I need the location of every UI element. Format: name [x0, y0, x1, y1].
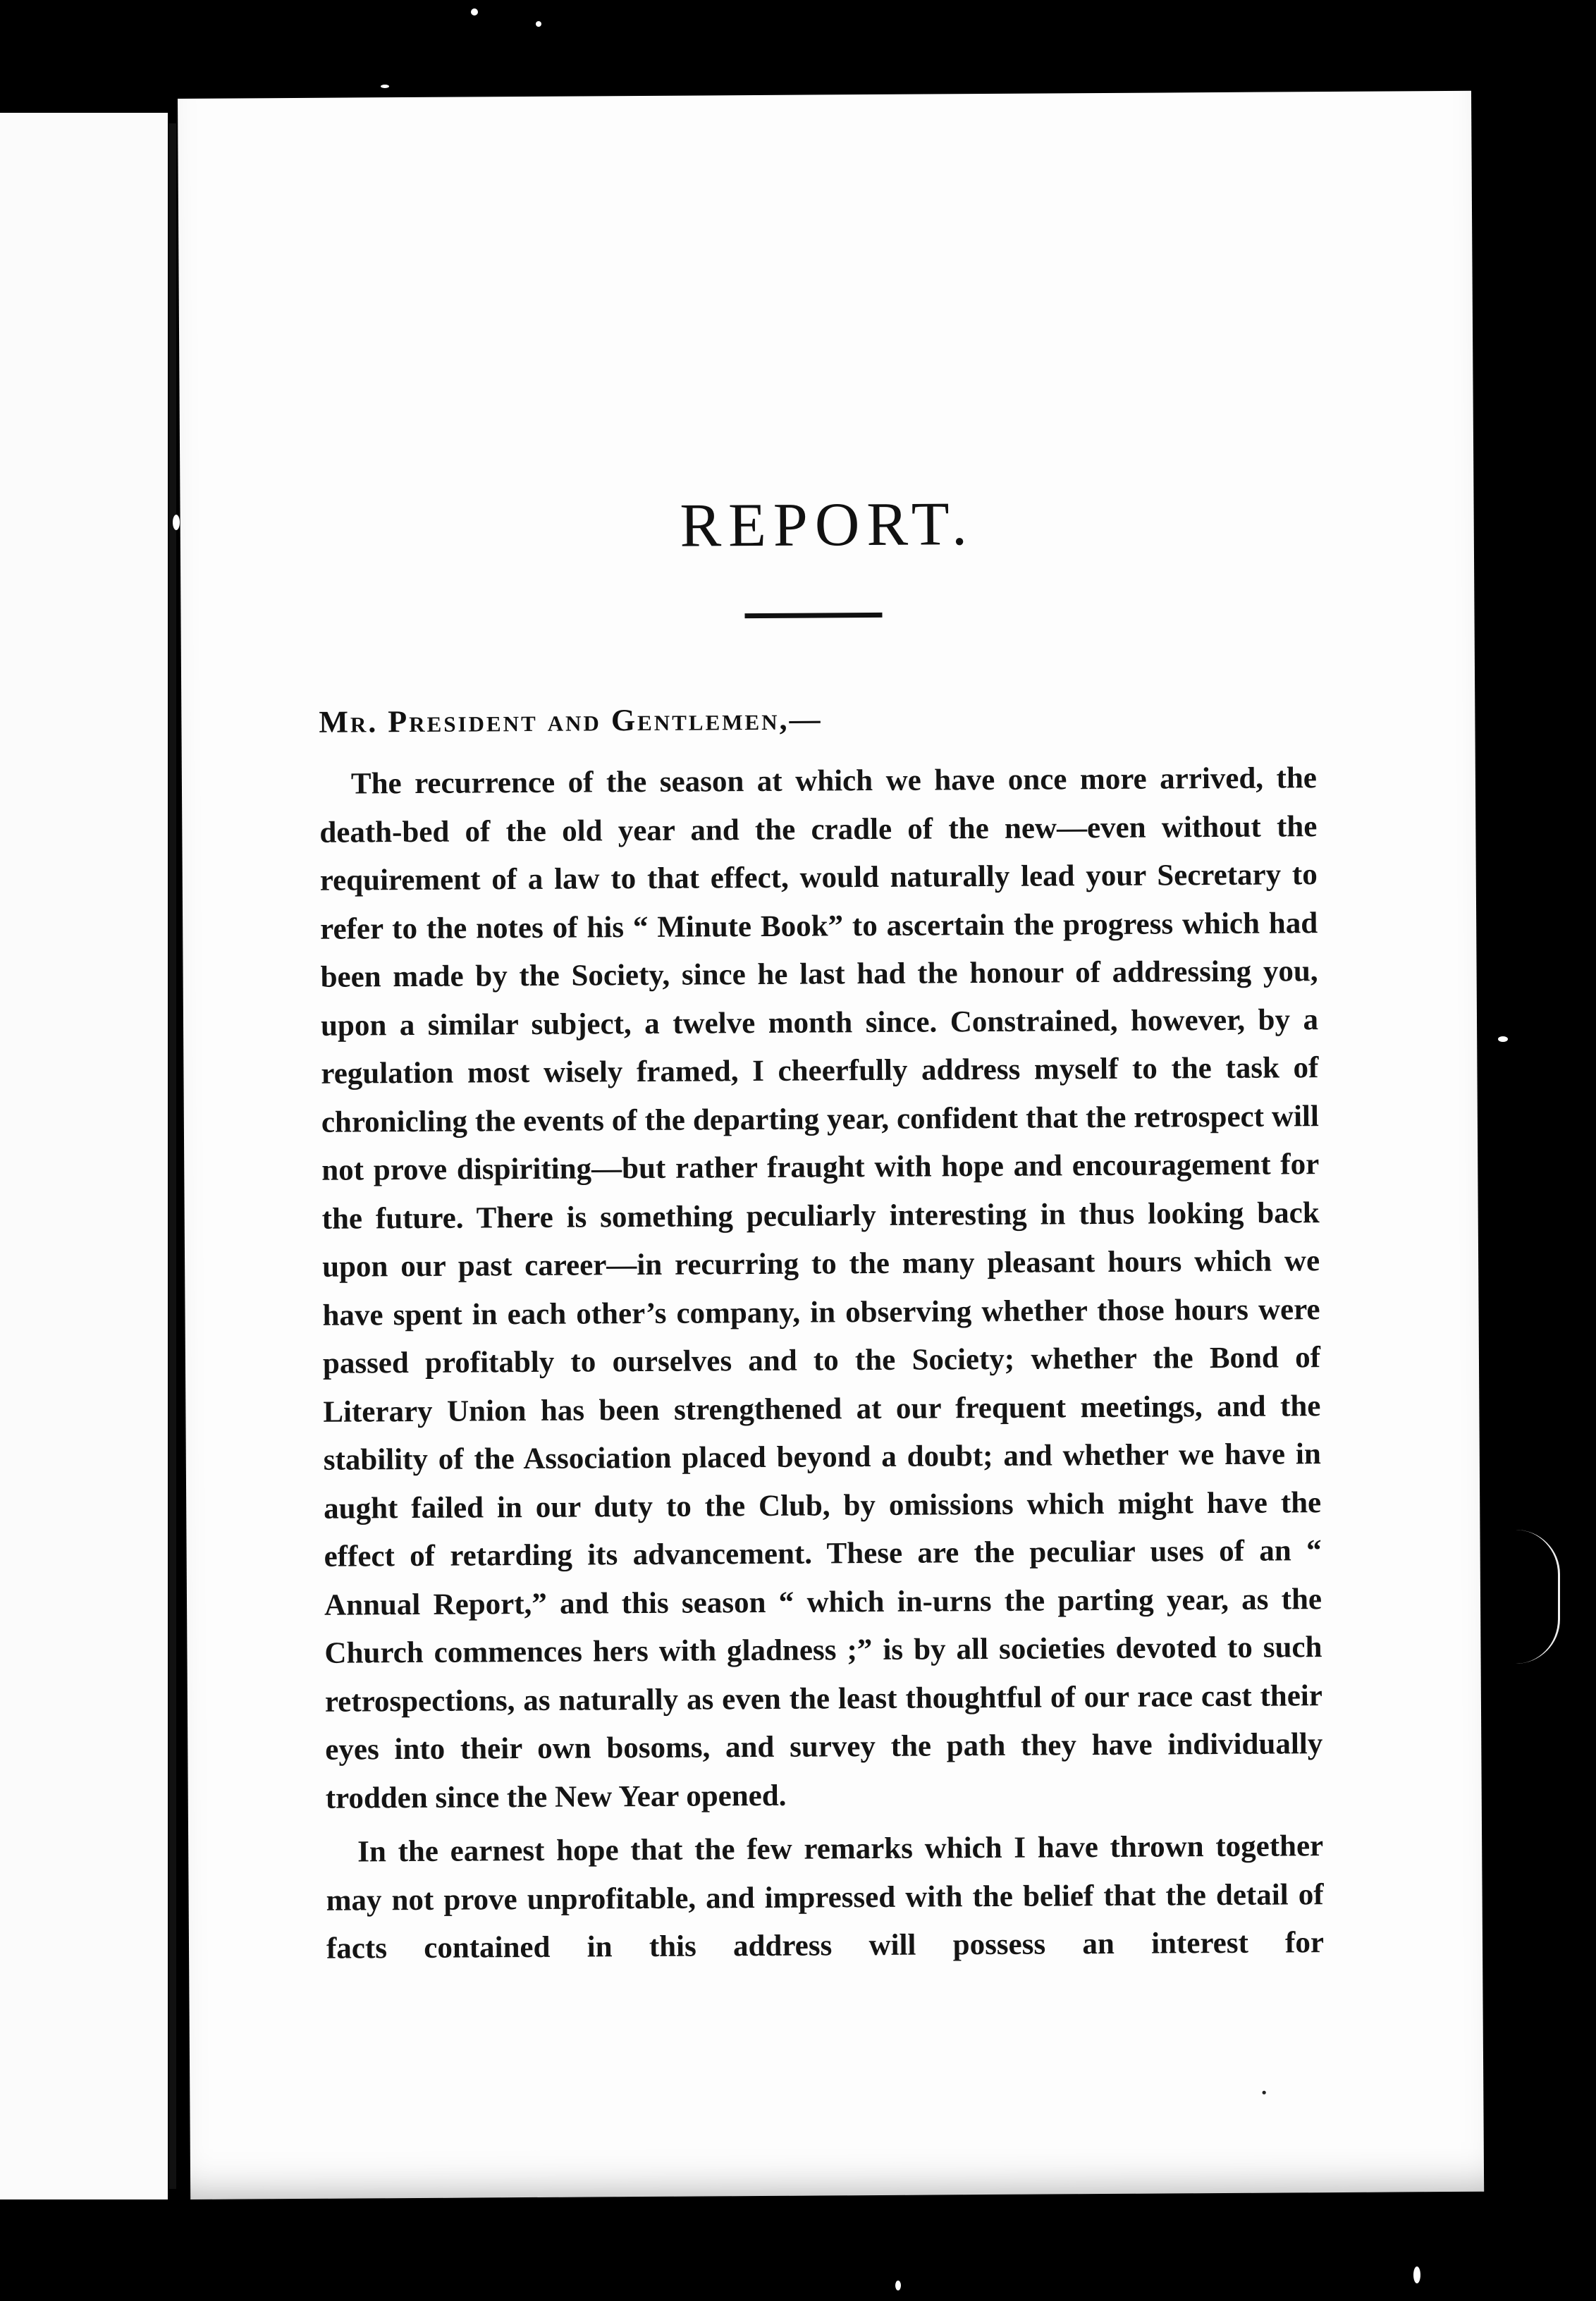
scan-speck — [1413, 2266, 1420, 2283]
page-heading: REPORT. — [680, 490, 975, 560]
scan-speck — [536, 21, 541, 27]
paragraph-1: The recurrence of the season at which we have once more arrived, the death-bed of the old year and the cradle of the new—even without the requirement of a law to that effect, would naturally lead your Secretary to refer to the notes of his “ Minute Book” to ascertain the progress which had been made by the Society, since he last had the honour of addressing you, upon a similar subject, a twelve month since. Constrained, however, by a regulation most wisely framed, I cheerfully address myself to the task of chronicling the events of the departing year, confident that the retrospect will not prove dispiriting—but rather fraught with hope and encouragement for the future. There is something peculiarly interesting in thus looking back upon our past career—in recurring to the many pleasant hours which we have spent in each other’s company, in observing whether those hours were passed profitably to ourselves and to the Society; whether the Bond of Literary Union has been strengthened at our frequent meetings, and the stability of the Association placed beyond a doubt; and whether we have in aught failed in our duty to the Club, by omissions which might have the effect of retarding its advancement. These are the peculiar uses of an “ Annual Report,” and this season “ which in-urns the parting year, as the Church commences hers with gladness ;” is by all societies devoted to such retrospections, as naturally as even the least thoughtful of our race cast their eyes into their own bosoms, and survey the path they have individually trodden since the New Year opened. — [319, 761, 1323, 1815]
scan-speck — [381, 85, 389, 88]
facing-page-fragment — [0, 113, 168, 2199]
paragraph-2: In the earnest hope that the few remarks which I have thrown together may not prove unprofitable, and impressed with the belief that the detail of facts contained in this address will possess an interest for — [326, 1829, 1325, 1965]
scan-artifact-curve — [1516, 1530, 1560, 1664]
salutation: Mr. President and Gentlemen,— — [319, 701, 823, 740]
page-speck-mark: • — [1261, 2083, 1267, 2101]
scan-speck — [471, 8, 478, 16]
gutter-mark — [173, 515, 180, 530]
heading-rule — [744, 613, 882, 618]
body-text — [319, 754, 1324, 1973]
page-gutter — [169, 123, 176, 2189]
scan-speck — [895, 2281, 901, 2290]
scan-speck — [1498, 1036, 1508, 1042]
report-page — [178, 91, 1484, 2199]
